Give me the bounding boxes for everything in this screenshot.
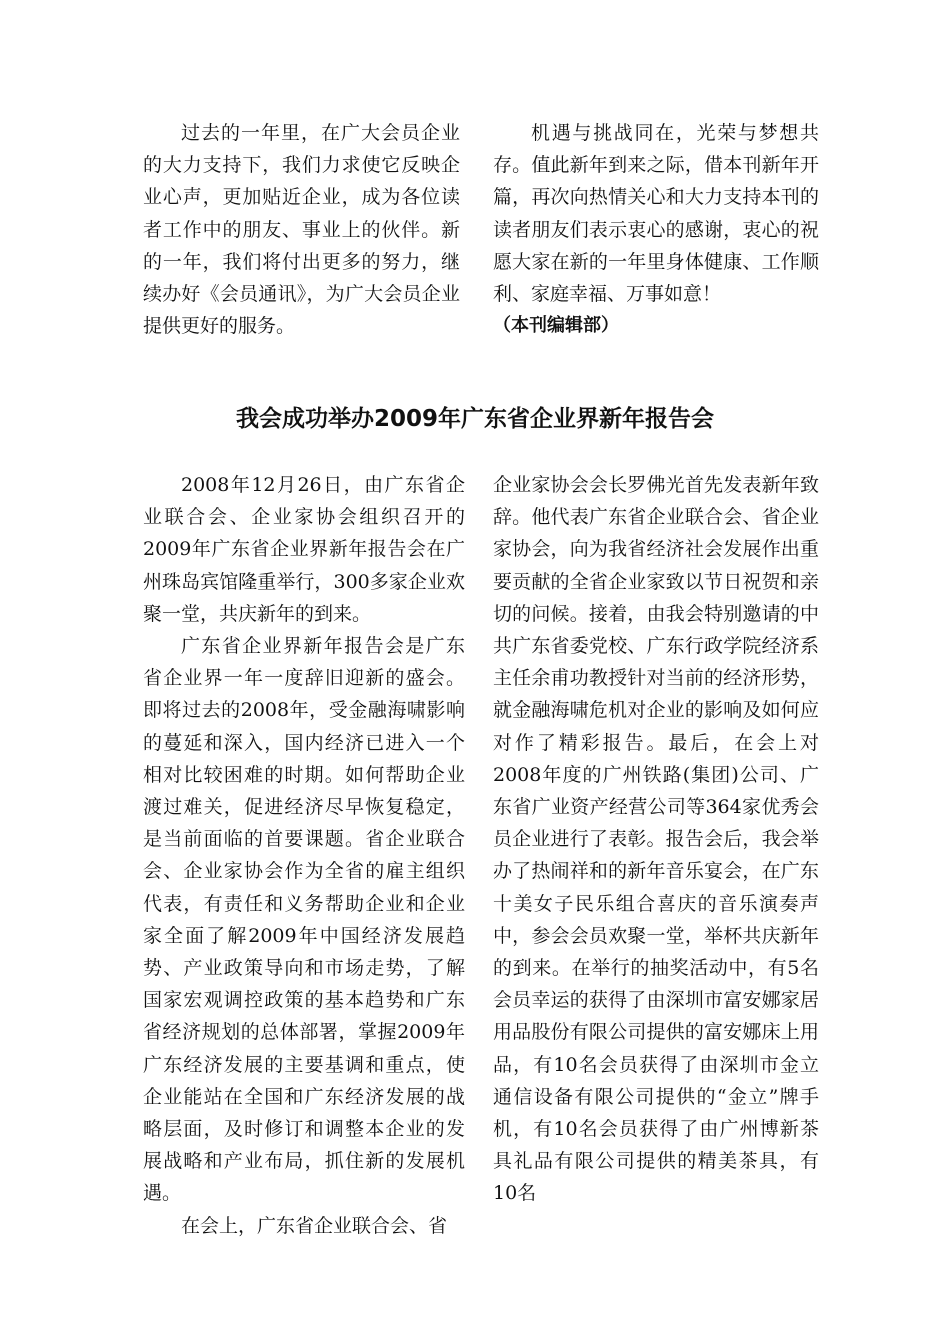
article-title: 我会成功举办2009年广东省企业界新年报告会 [235,406,714,432]
article-paragraph: 广东省企业界新年报告会是广东省企业界一年一度辞旧迎新的盛会。即将过去的2008年，受金融海啸影响的蔓延和深入，国内经济已进入一个相对比较困难的时期。如何帮助企业渡过难关，促进经济尽早恢复稳定，是当前面临的首要课题。省企业联合会、企业家协会作为全省的雇主组织代表，有责任和义务帮助企业和企业家全面了解2009年中国经济发展趋势、产业政策导向和市场走势，了解国家宏观调控政策的基本趋势和广东省经济规划的总体部署，掌握2009年广东经济发展的主要基调和重点，使企业能站在全国和广东经济发展的战略层面，及时修订和调整本企业的发展战略和产业布局，抓住新的发展机遇。 [143,635,465,1205]
article-paragraph: 2008年12月26日，由广东省企业联合会、企业家协会组织召开的2009年广东省企业界新年报告会在广州珠岛宾馆隆重举行，300多家企业欢聚一堂，共庆新年的到来。 [143,474,465,625]
intro-right-paragraph: 机遇与挑战同在，光荣与梦想共存。值此新年到来之际，借本刊新年开篇，再次向热情关心和大力支持本刊的读者朋友们表示衷心的感谢，衷心的祝愿大家在新的一年里身体健康、工作顺利、家庭幸福、万事如意！ [493,122,819,306]
intro-left-column [143,117,460,342]
intro-right-column [493,117,819,342]
intro-left-paragraph: 过去的一年里，在广大会员企业的大力支持下，我们力求使它反映企业心声，更加贴近企业，成为各位读者工作中的朋友、事业上的伙伴。新的一年，我们将付出更多的努力，继续办好《会员通讯》，为广大会员企业提供更好的服务。 [143,122,460,338]
article-right-column [493,469,819,1210]
article-paragraph-continued: 企业家协会会长罗佛光首先发表新年致辞。他代表广东省企业联合会、省企业家协会，向为我省经济社会发展作出重要贡献的全省企业家致以节日祝贺和亲切的问候。接着，由我会特别邀请的中共广东省委党校、广东行政学院经济系主任余甫功教授针对当前的经济形势，就金融海啸危机对企业的影响及如何应对作了精彩报告。最后，在会上对2008年度的广州铁路(集团)公司、广东省广业资产经营公司等364家优秀会员企业进行了表彰。报告会后，我会举办了热闹祥和的新年音乐宴会，在广东十美女子民乐组合喜庆的音乐演奏声中，参会会员欢聚一堂，举杯共庆新年的到来。在举行的抽奖活动中，有5名会员幸运的获得了由深圳市富安娜家居用品股份有限公司提供的富安娜床上用品，有10名会员获得了由深圳市金立通信设备有限公司提供的“金立”牌手机，有10名会员获得了由广州博新茶具礼品有限公司提供的精美茶具，有10名 [493,474,819,1205]
article-left-column [143,469,465,1242]
article-paragraph: 在会上，广东省企业联合会、省 [181,1214,448,1237]
editorial-signature: （本刊编辑部） [493,315,619,337]
